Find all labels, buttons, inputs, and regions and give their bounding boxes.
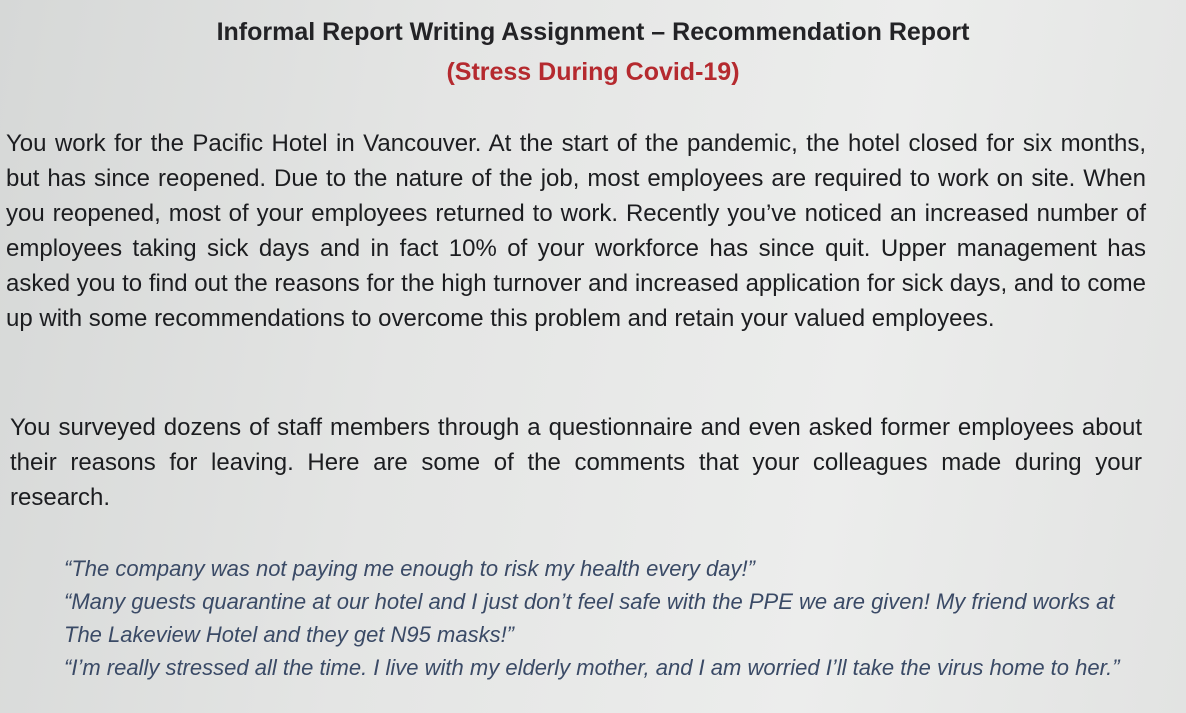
quotes-block	[64, 552, 1144, 684]
paragraph-scenario: You work for the Pacific Hotel in Vancouver. At the start of the pandemic, the hotel closed for six months, but has since reopened. Due to the nature of the job, most employees are required to work on site. When you reopened, most of your employees returned to work. Recently you’ve noticed an increased number of employees taking sick days and in fact 10% of your workforce has since quit. Upper management has asked you to find out the reasons for the high turnover and increased application for sick days, and to come up with some recommendations to overcome this problem and retain your valued employees.	[6, 130, 1146, 332]
document-title: Informal Report Writing Assignment – Recommendation Report	[216, 18, 970, 46]
paragraph-survey: You surveyed dozens of staff members through a questionnaire and even asked former employees about their reasons for leaving. Here are some of the comments that your colleagues made during your research.	[10, 414, 1142, 511]
document-subtitle: (Stress During Covid-19)	[446, 58, 740, 86]
quote-item: “I’m really stressed all the time. I live with my elderly mother, and I am worried I’ll take the virus home to her.”	[64, 655, 1120, 680]
quote-item: “The company was not paying me enough to risk my health every day!”	[64, 556, 755, 581]
quote-item: “Many guests quarantine at our hotel and I just don’t feel safe with the PPE we are given! My friend works at The Lakeview Hotel and they get N95 masks!”	[64, 589, 1115, 647]
